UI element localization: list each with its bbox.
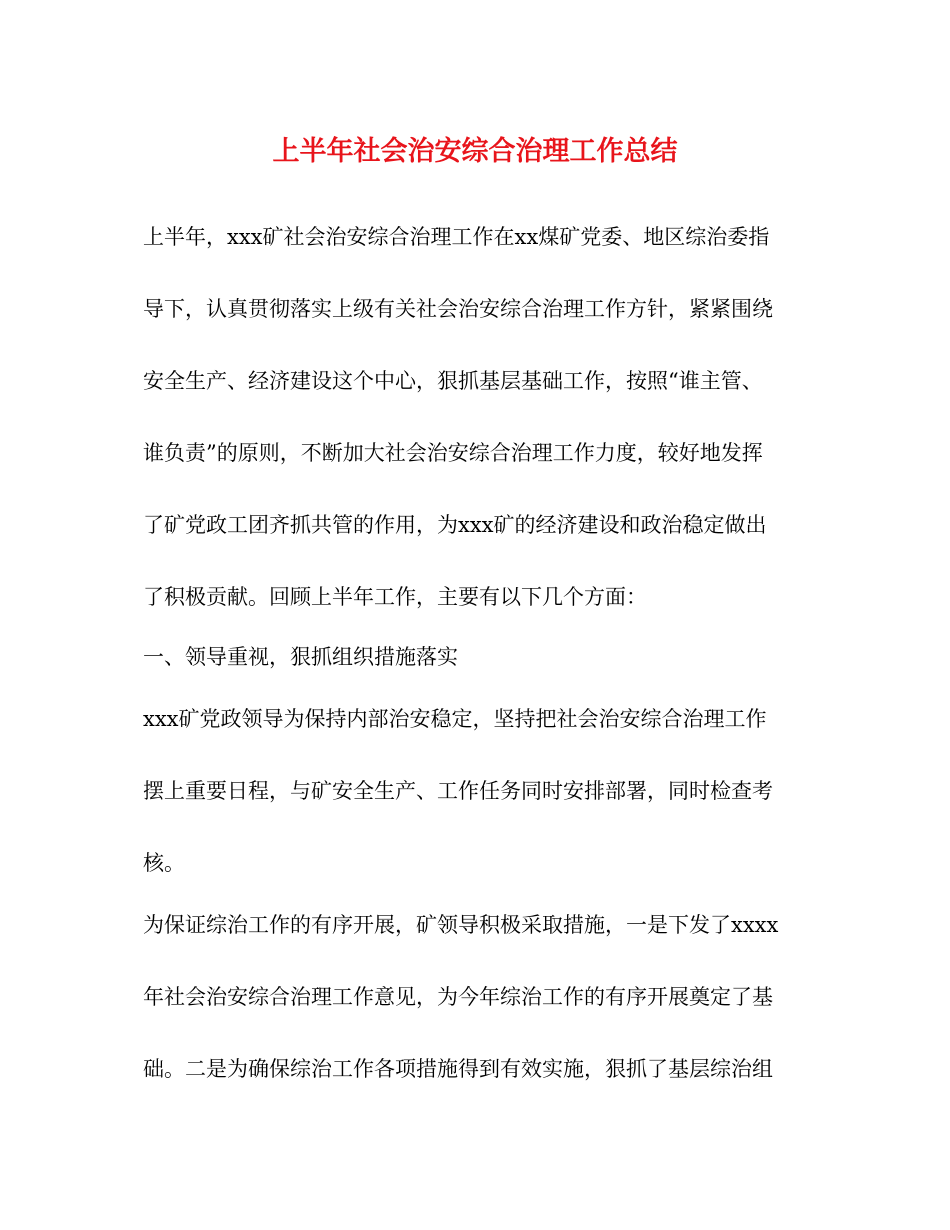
paragraph-line: 础。二是为确保综治工作各项措施得到有效实施，狠抓了基层综治组: [143, 1057, 773, 1081]
paragraph-line: 安全生产、经济建设这个中心，狠抓基层基础工作，按照“谁主管、: [143, 369, 763, 393]
paragraph-line: 年社会治安综合治理工作意见，为今年综治工作的有序开展奠定了基: [143, 985, 773, 1009]
paragraph-line: 了积极贡献。回顾上半年工作，主要有以下几个方面：: [143, 585, 647, 609]
section-heading: 一、领导重视，狠抓组织措施落实: [143, 645, 458, 669]
document-title: 上半年社会治安综合治理工作总结: [272, 136, 678, 167]
paragraph-line: 摆上重要日程，与矿安全生产、工作任务同时安排部署，同时检查考: [143, 779, 773, 803]
paragraph-line: 上半年，xxx矿社会治安综合治理工作在xx煤矿党委、地区综治委指: [143, 225, 770, 249]
paragraph-line: 为保证综治工作的有序开展，矿领导积极采取措施，一是下发了xxxx: [143, 913, 779, 937]
paragraph-line: 了矿党政工团齐抓共管的作用，为xxx矿的经济建设和政治稳定做出: [143, 513, 767, 537]
paragraph-line: 导下，认真贯彻落实上级有关社会治安综合治理工作方针，紧紧围绕: [143, 297, 773, 321]
paragraph-line: xxx矿党政领导为保持内部治安稳定，坚持把社会治安综合治理工作: [143, 707, 767, 731]
paragraph-line: 核。: [143, 851, 185, 875]
paragraph-line: 谁负责”的原则，不断加大社会治安综合治理工作力度，较好地发挥: [143, 441, 763, 465]
